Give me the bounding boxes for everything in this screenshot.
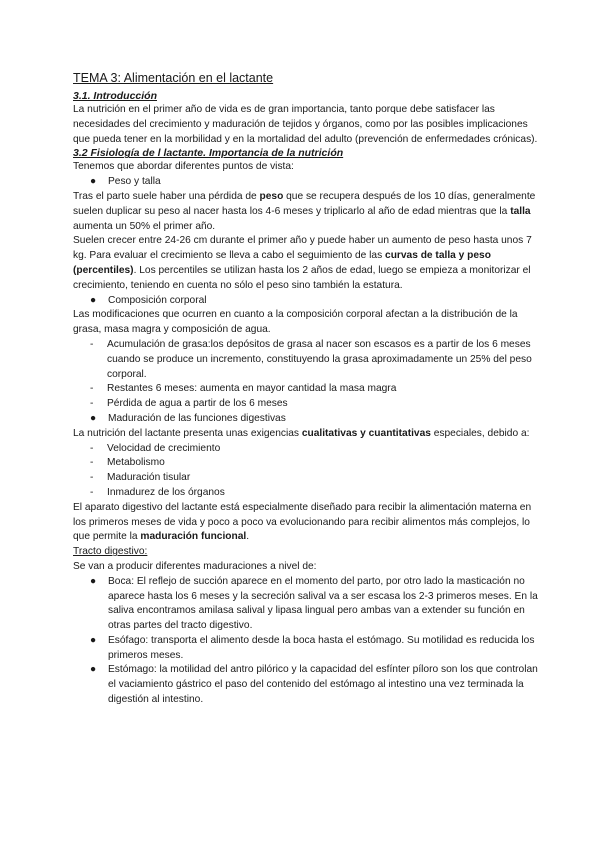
- intro-paragraph: La nutrición en el primer año de vida es de gran importancia, tanto porque debe satisfacer las necesidades del crecimiento y maduración de tejidos y órganos, como por las posibles implicaciones que pueda tener en la morbilidad y en la mortalidad del adulto (prevención de enfermedades crónicas).: [73, 104, 538, 145]
- list-item: ● Peso y talla: [73, 175, 540, 190]
- list-item: ● Maduración de las funciones digestivas: [73, 412, 540, 427]
- dash-icon: -: [90, 486, 94, 498]
- bullet-list-peso: [73, 175, 540, 190]
- list-item: - Acumulación de grasa:los depósitos de grasa al nacer son escasos es a partir de los 6 meses cuando se produce un incremento, constituyendo la grasa aproximadamente un 25% del peso corporal.: [90, 338, 532, 380]
- composition-paragraph: Las modificaciones que ocurren en cuanto a la composición corporal afectan a la distribución de la grasa, masa magra y composición de agua.: [73, 309, 518, 336]
- bullet-list-composicion: [73, 294, 540, 309]
- bullet-icon: ●: [90, 634, 97, 646]
- list-item: - Inmadurez de los órganos: [73, 486, 540, 501]
- list-item: ● Composición corporal: [73, 294, 540, 309]
- section-3-1-heading: 3.1. Introducción: [73, 90, 158, 102]
- bullet-icon: ●: [90, 176, 97, 188]
- list-item: - Metabolismo: [73, 456, 540, 471]
- list-item: - Pérdida de agua a partir de los 6 meses: [73, 397, 540, 412]
- dash-icon: -: [90, 398, 94, 410]
- document-title: TEMA 3: Alimentación en el lactante: [73, 71, 274, 85]
- list-item: ● Esófago: transporta el alimento desde la boca hasta el estómago. Su motilidad es reducida los primeros meses.: [90, 634, 535, 661]
- viewpoints-intro: Tenemos que abordar diferentes puntos de vista:: [73, 161, 294, 173]
- peso-paragraph: Tras el parto suele haber una pérdida de peso que se recupera después de los 10 días, generalmente suelen duplicar su peso al nacer hasta los 4-6 meses y triplicarlo al año de edad mientras que la talla aumenta un 50% el primer año.: [73, 190, 536, 232]
- bullet-icon: ●: [90, 294, 97, 306]
- dash-icon: -: [90, 442, 94, 454]
- dash-icon: -: [90, 383, 94, 395]
- bullet-icon: ●: [90, 412, 97, 424]
- list-item: ● Estómago: la motilidad del antro pilórico y la capacidad del esfínter píloro son los que controlan el vaciamiento gástrico el paso del contenido del estómago al intestino una vez terminada la digestión al intestino.: [90, 664, 538, 706]
- dash-icon: -: [90, 457, 94, 469]
- dash-list-composicion: [73, 338, 540, 427]
- maturation-intro: Se van a producir diferentes maduraciones a nivel de:: [73, 560, 317, 572]
- section-3-2-heading: 3.2 Fisiología de l lactante. Importancia de la nutrición: [73, 147, 344, 160]
- list-item: - Restantes 6 meses: aumenta en mayor cantidad la masa magra: [73, 382, 540, 397]
- tracto-heading: Tracto digestivo:: [73, 546, 148, 558]
- bullet-icon: ●: [90, 575, 97, 587]
- list-item: - Velocidad de crecimiento: [73, 442, 540, 457]
- nutrition-paragraph: La nutrición del lactante presenta unas exigencias cualitativas y cuantitativas especiales, debido a:: [73, 427, 530, 439]
- dash-icon: -: [90, 472, 94, 484]
- list-item: ● Boca: El reflejo de succión aparece en el momento del parto, por otro lado la masticación no aparece hasta los 6 meses y la secreción salival va a ser escasa los 2-3 primeros meses. En la saliva encontramos amilasa salival y lipasa lingual pero ambas van a extender su función en otras partes del tracto digestivo.: [90, 575, 538, 632]
- bullet-list-tracto: [73, 575, 540, 708]
- dash-list-factors: [73, 442, 540, 501]
- list-item: - Maduración tisular: [73, 471, 540, 486]
- bullet-icon: ●: [90, 664, 97, 676]
- growth-paragraph: Suelen crecer entre 24-26 cm durante el primer año y puede haber un aumento de peso hasta unos 7 kg. Para evaluar el crecimiento se lleva a cabo el seguimiento de las curvas de talla y peso (percentiles). Los percentiles se utilizan hasta los 2 años de edad, luego se empieza a monitorizar el crecimiento, teniendo en cuenta no sólo el peso sino también la estatura.: [73, 235, 532, 291]
- digestive-paragraph: El aparato digestivo del lactante está especialmente diseñado para recibir la alimentación materna en los primeros meses de vida y poco a poco va evolucionando para recibir alimentos más complejos, lo que permite la maduración funcional.: [73, 501, 532, 543]
- dash-icon: -: [90, 338, 94, 350]
